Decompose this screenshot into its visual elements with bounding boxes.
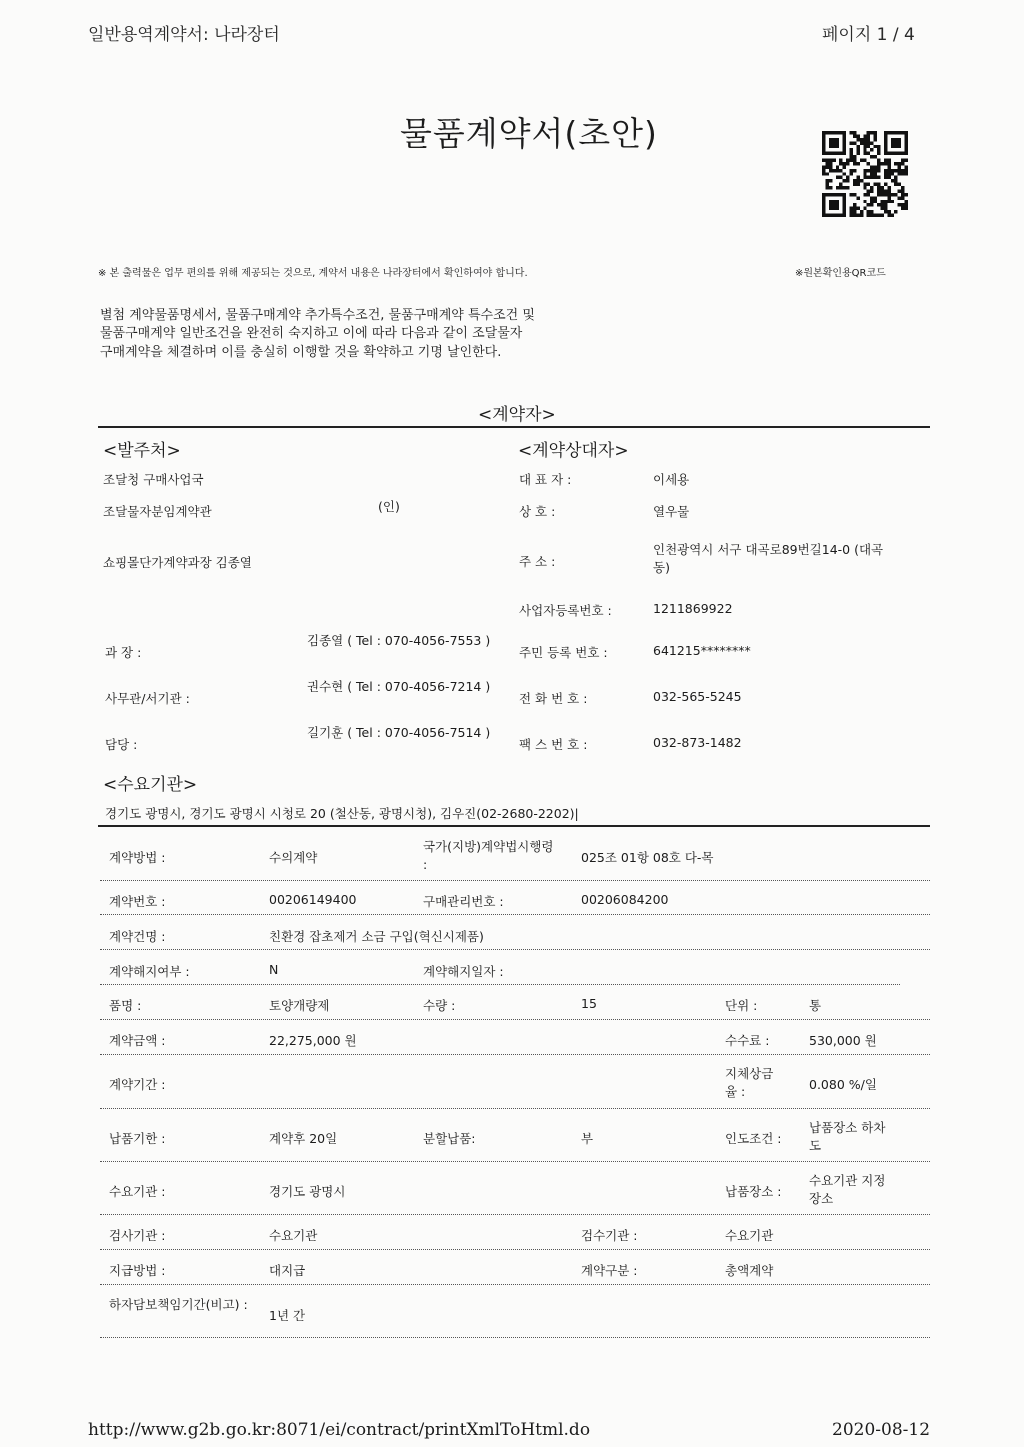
- cp-label-resident: 주민 등록 번호 :: [519, 645, 608, 660]
- warranty-label: 하자담보책임기간(비고) :: [109, 1297, 248, 1312]
- item-value: 토양개량제: [269, 998, 330, 1013]
- demand-heading: <수요기관>: [103, 775, 198, 795]
- footer-date: 2020-08-12: [832, 1420, 931, 1440]
- receive-value: 수요기관: [725, 1228, 774, 1243]
- term-date-label: 계약해지일자 :: [423, 964, 504, 979]
- receive-label: 검수기관 :: [581, 1228, 638, 1243]
- place-label: 납품장소 :: [725, 1184, 782, 1199]
- officer-value: 권수현 ( Tel : 070-4056-7214 ): [307, 679, 491, 694]
- intro-line-2: 물품구매계약 일반조건을 완전히 숙지하고 이에 따라 다음과 같이 조달물자: [100, 326, 523, 341]
- officer-label: 사무관/서기관 :: [105, 691, 190, 706]
- row-divider: [100, 1161, 930, 1162]
- row-divider: [100, 1214, 930, 1215]
- cp-label-bizno: 사업자등록번호 :: [519, 603, 612, 618]
- cp-label-company: 상 호 :: [519, 504, 556, 519]
- demand-org-value: 경기도 광명시: [269, 1184, 346, 1199]
- row-divider: [100, 1337, 930, 1338]
- row-divider: [100, 914, 930, 915]
- qr-caption: ※원본확인용QR코드: [795, 268, 886, 279]
- partial-value: 부: [581, 1131, 594, 1146]
- amount-value: 22,275,000 원: [269, 1033, 357, 1048]
- deadline-label: 납품기한 :: [109, 1131, 166, 1146]
- row-divider: [100, 984, 900, 985]
- intro-line-1: 별첨 계약물품명세서, 물품구매계약 추가특수조건, 물품구매계약 특수조건 및: [100, 308, 535, 323]
- place-value: 수요기관 지정장소: [809, 1173, 886, 1206]
- item-label: 품명 :: [109, 998, 142, 1013]
- cp-value-fax: 032-873-1482: [653, 735, 742, 750]
- unit-value: 통: [809, 998, 822, 1013]
- row-divider: [100, 1108, 930, 1109]
- footer-url[interactable]: http://www.g2b.go.kr:8071/ei/contract/printXmlToHtml.do: [88, 1420, 591, 1440]
- row-divider: [100, 1019, 930, 1020]
- orderer-heading: <발주처>: [103, 441, 181, 461]
- cp-label-fax: 팩 스 번 호 :: [519, 737, 588, 752]
- chief-value: 김종열 ( Tel : 070-4056-7553 ): [307, 633, 491, 648]
- cp-label-phone: 전 화 번 호 :: [519, 691, 588, 706]
- method-label: 계약방법 :: [109, 850, 166, 865]
- terminated-value: N: [269, 962, 279, 977]
- staff-label: 담당 :: [105, 737, 138, 752]
- row-divider: [100, 949, 930, 950]
- qty-label: 수량 :: [423, 998, 456, 1013]
- name-label: 계약건명 :: [109, 929, 166, 944]
- divider: [98, 426, 930, 428]
- cp-label-rep: 대 표 자 :: [519, 472, 572, 487]
- cp-value-phone: 032-565-5245: [653, 689, 742, 704]
- law-value: 025조 01항 08호 다-목: [581, 850, 714, 865]
- qty-value: 15: [581, 996, 597, 1011]
- page-number: 페이지 1 / 4: [822, 25, 915, 45]
- fee-value: 530,000 원: [809, 1033, 877, 1048]
- partial-label: 분할납품:: [423, 1131, 476, 1146]
- type-label: 계약구분 :: [581, 1263, 638, 1278]
- number-label: 계약번호 :: [109, 894, 166, 909]
- name-value: 친환경 잡초제거 소금 구입(혁신시제품): [269, 929, 484, 944]
- terminated-label: 계약해지여부 :: [109, 964, 190, 979]
- unit-label: 단위 :: [725, 998, 758, 1013]
- method-value: 수의계약: [269, 850, 318, 865]
- fee-label: 수수료 :: [725, 1033, 770, 1048]
- penalty-value: 0.080 %/일: [809, 1077, 877, 1092]
- orderer-line-3: 쇼핑몰단가계약과장 김종열: [103, 555, 252, 570]
- delivery-cond-value: 납품장소 하차도: [809, 1120, 886, 1153]
- staff-value: 길기훈 ( Tel : 070-4056-7514 ): [307, 725, 491, 740]
- row-divider: [100, 1054, 930, 1055]
- demand-text: 경기도 광명시, 경기도 광명시 시청로 20 (철산동, 광명시청), 김우진(02-2680-2202)|: [105, 806, 579, 821]
- orderer-line-1: 조달청 구매사업국: [103, 472, 204, 487]
- seal-mark: (인): [378, 499, 400, 514]
- mgmt-label: 구매관리번호 :: [423, 894, 504, 909]
- amount-label: 계약금액 :: [109, 1033, 166, 1048]
- row-divider: [100, 880, 930, 881]
- type-value: 총액계약: [725, 1263, 774, 1278]
- delivery-cond-label: 인도조건 :: [725, 1131, 782, 1146]
- pay-label: 지급방법 :: [109, 1263, 166, 1278]
- pay-value: 대지급: [269, 1263, 306, 1278]
- divider: [98, 825, 930, 827]
- cp-value-bizno: 1211869922: [653, 601, 733, 616]
- number-value: 00206149400: [269, 892, 357, 907]
- header-doc-name: 일반용역계약서: 나라장터: [88, 25, 280, 45]
- penalty-label: 지체상금율 :: [725, 1066, 774, 1099]
- qr-code-icon: [822, 131, 908, 217]
- cp-value-company: 열우물: [653, 504, 690, 519]
- deadline-value: 계약후 20일: [269, 1131, 338, 1146]
- intro-line-3: 구매계약을 체결하며 이를 충실히 이행할 것을 확약하고 기명 날인한다.: [100, 345, 502, 360]
- inspect-label: 검사기관 :: [109, 1228, 166, 1243]
- chief-label: 과 장 :: [105, 645, 142, 660]
- period-label: 계약기간 :: [109, 1077, 166, 1092]
- demand-org-label: 수요기관 :: [109, 1184, 166, 1199]
- print-notice: ※ 본 출력물은 업무 편의를 위해 제공되는 것으로, 계약서 내용은 나라장터에서 확인하여야 합니다.: [98, 268, 528, 279]
- cp-value-rep: 이세용: [653, 472, 690, 487]
- row-divider: [100, 1249, 930, 1250]
- orderer-line-2: 조달물자분임계약관: [103, 504, 212, 519]
- cp-value-address: 인천광역시 서구 대곡로89번길14-0 (대곡동): [653, 542, 884, 575]
- parties-heading: <계약자>: [478, 405, 556, 425]
- warranty-value: 1년 간: [269, 1308, 306, 1323]
- page-title: 물품계약서(초안): [400, 114, 658, 153]
- cp-label-address: 주 소 :: [519, 554, 556, 569]
- mgmt-value: 00206084200: [581, 892, 669, 907]
- law-label: 국가(지방)계약법시행령 :: [423, 839, 554, 872]
- inspect-value: 수요기관: [269, 1228, 318, 1243]
- counterparty-heading: <계약상대자>: [518, 441, 629, 461]
- cp-value-resident: 641215********: [653, 643, 751, 658]
- row-divider: [100, 1284, 930, 1285]
